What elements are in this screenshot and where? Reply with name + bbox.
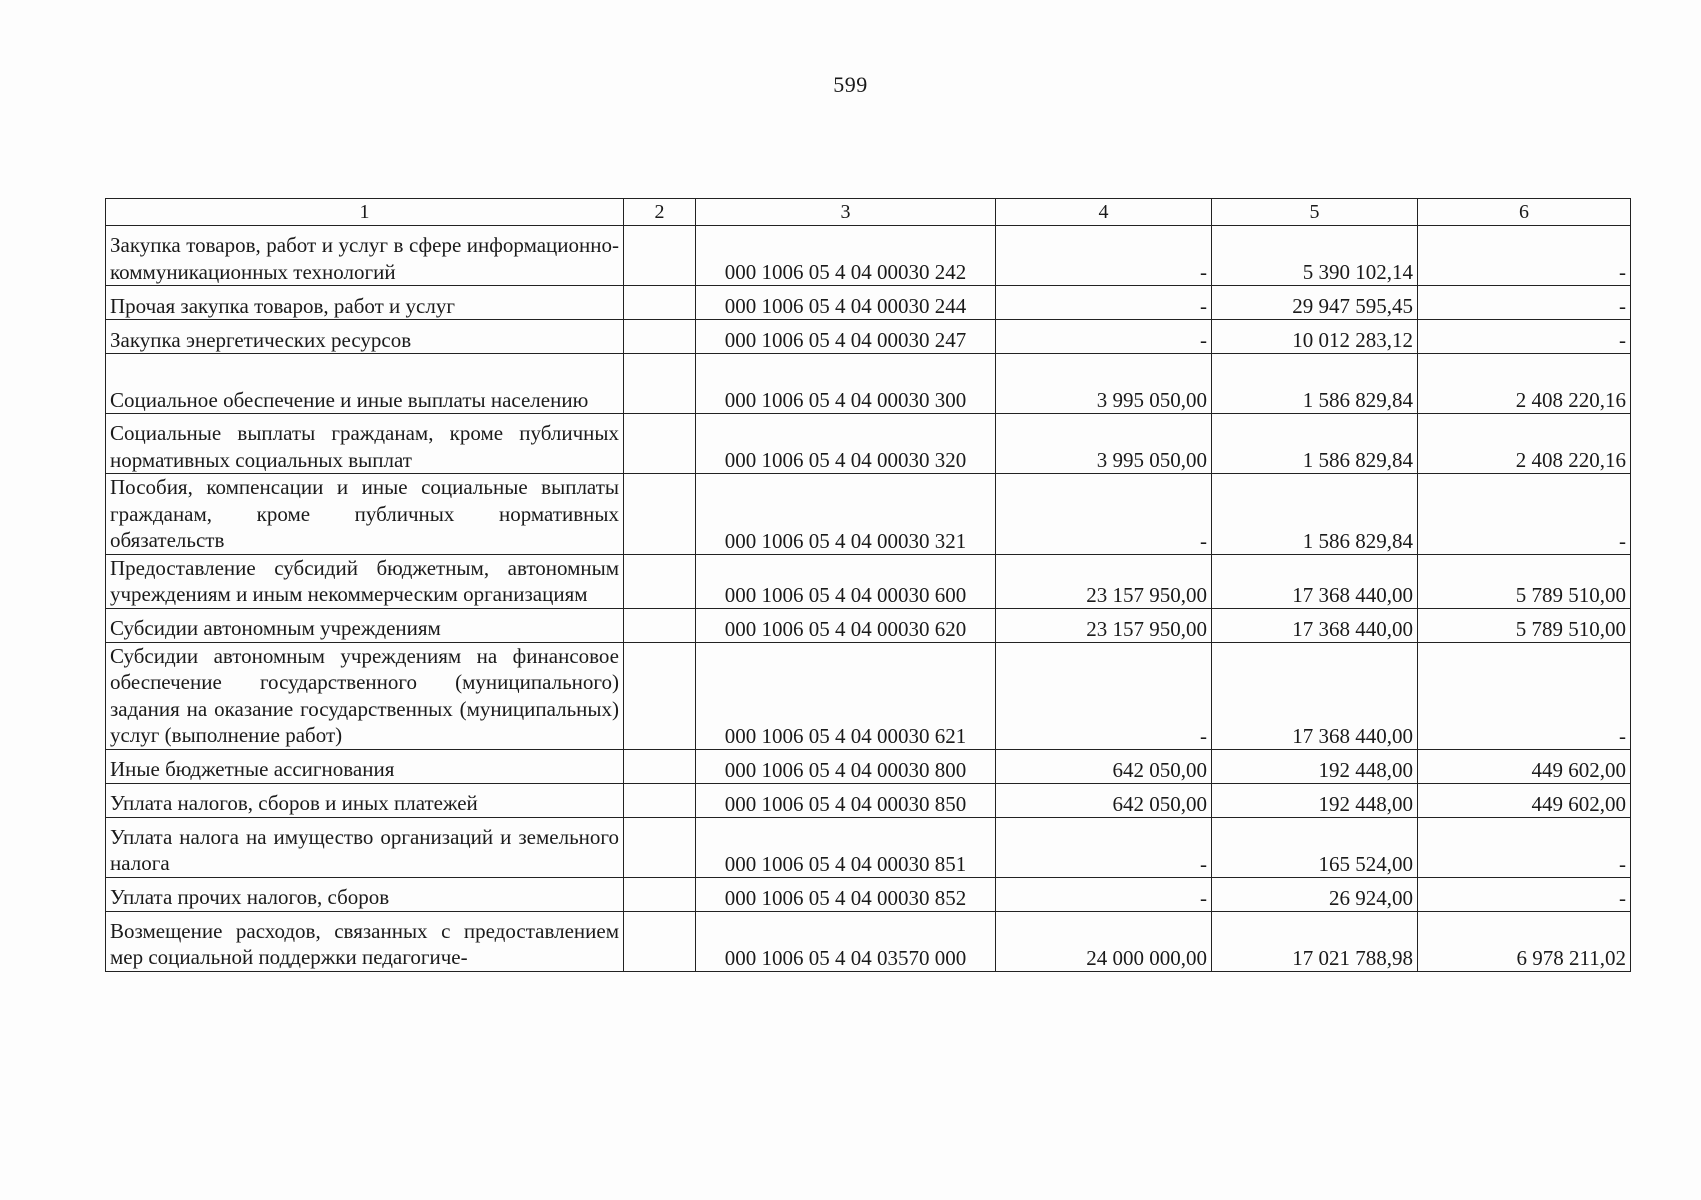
row-col4: - [996,286,1212,320]
row-col5: 17 368 440,00 [1212,554,1418,608]
row-col5: 17 021 788,98 [1212,911,1418,971]
row-code: 000 1006 05 4 04 00030 850 [696,783,996,817]
row-name: Предоставление субсидий бюджетным, автономным учреждениям и иным некоммерческим организациям [106,554,624,608]
row-col4: - [996,642,1212,749]
row-col5: 26 924,00 [1212,877,1418,911]
row-col5: 17 368 440,00 [1212,608,1418,642]
row-col5: 192 448,00 [1212,783,1418,817]
row-code: 000 1006 05 4 04 00030 621 [696,642,996,749]
row-col4: - [996,226,1212,286]
row-col6: - [1418,877,1631,911]
budget-table [105,198,1631,972]
row-code: 000 1006 05 4 04 00030 800 [696,749,996,783]
table-row [106,608,1631,642]
table-row [106,817,1631,877]
row-col4: 3 995 050,00 [996,354,1212,414]
row-col4: 23 157 950,00 [996,608,1212,642]
row-col4: 642 050,00 [996,783,1212,817]
row-col5: 192 448,00 [1212,749,1418,783]
row-col4: 24 000 000,00 [996,911,1212,971]
row-col6: - [1418,817,1631,877]
row-col2 [624,320,696,354]
row-col6: - [1418,642,1631,749]
table-row [106,911,1631,971]
row-name: Иные бюджетные ассигнования [106,749,624,783]
row-col2 [624,554,696,608]
row-name: Прочая закупка товаров, работ и услуг [106,286,624,320]
row-col6: 2 408 220,16 [1418,354,1631,414]
row-col6: - [1418,474,1631,555]
row-col6: 5 789 510,00 [1418,608,1631,642]
row-col5: 165 524,00 [1212,817,1418,877]
table-row [106,783,1631,817]
row-col6: 449 602,00 [1418,749,1631,783]
row-name: Субсидии автономным учреждениям на финансовое обеспечение государственного (муниципального) задания на оказание государственных (муниципальных) услуг (выполнение работ) [106,642,624,749]
row-col5: 1 586 829,84 [1212,354,1418,414]
row-name: Субсидии автономным учреждениям [106,608,624,642]
row-col6: - [1418,320,1631,354]
page-number: 599 [833,72,868,97]
table-row [106,877,1631,911]
row-code: 000 1006 05 4 04 00030 247 [696,320,996,354]
row-code: 000 1006 05 4 04 00030 300 [696,354,996,414]
row-col5: 1 586 829,84 [1212,474,1418,555]
row-name: Социальное обеспечение и иные выплаты населению [106,354,624,414]
row-col4: - [996,474,1212,555]
row-col4: - [996,320,1212,354]
table-row [106,642,1631,749]
row-col6: 5 789 510,00 [1418,554,1631,608]
row-name: Пособия, компенсации и иные социальные выплаты гражданам, кроме публичных нормативных обязательств [106,474,624,555]
row-name: Уплата налогов, сборов и иных платежей [106,783,624,817]
row-col4: 642 050,00 [996,749,1212,783]
row-code: 000 1006 05 4 04 00030 242 [696,226,996,286]
row-col2 [624,608,696,642]
row-code: 000 1006 05 4 04 00030 320 [696,414,996,474]
header-row [106,199,1631,226]
row-code: 000 1006 05 4 04 00030 244 [696,286,996,320]
row-col2 [624,226,696,286]
row-name: Закупка товаров, работ и услуг в сфере информационно-коммуникационных технологий [106,226,624,286]
row-col6: 2 408 220,16 [1418,414,1631,474]
row-col5: 17 368 440,00 [1212,642,1418,749]
table-row [106,354,1631,414]
row-col2 [624,783,696,817]
header-col-2: 2 [624,199,696,226]
row-code: 000 1006 05 4 04 00030 600 [696,554,996,608]
header-col-6: 6 [1418,199,1631,226]
row-col4: 23 157 950,00 [996,554,1212,608]
row-code: 000 1006 05 4 04 00030 620 [696,608,996,642]
header-col-4: 4 [996,199,1212,226]
row-col2 [624,817,696,877]
row-col2 [624,877,696,911]
table-row [106,320,1631,354]
row-code: 000 1006 05 4 04 00030 321 [696,474,996,555]
row-col6: 6 978 211,02 [1418,911,1631,971]
table-row [106,554,1631,608]
table-row [106,286,1631,320]
row-col2 [624,414,696,474]
row-col2 [624,286,696,320]
row-name: Закупка энергетических ресурсов [106,320,624,354]
row-col5: 5 390 102,14 [1212,226,1418,286]
row-col6: - [1418,286,1631,320]
header-col-3: 3 [696,199,996,226]
table-row [106,749,1631,783]
header-col-1: 1 [106,199,624,226]
row-col2 [624,911,696,971]
row-col6: 449 602,00 [1418,783,1631,817]
row-name: Уплата налога на имущество организаций и земельного налога [106,817,624,877]
row-col4: - [996,817,1212,877]
row-col2 [624,642,696,749]
row-col5: 29 947 595,45 [1212,286,1418,320]
row-code: 000 1006 05 4 04 00030 851 [696,817,996,877]
row-name: Социальные выплаты гражданам, кроме публичных нормативных социальных выплат [106,414,624,474]
table-row [106,414,1631,474]
row-col5: 1 586 829,84 [1212,414,1418,474]
row-col2 [624,474,696,555]
row-col4: - [996,877,1212,911]
row-name: Возмещение расходов, связанных с предоставлением мер социальной поддержки педагогиче- [106,911,624,971]
header-col-5: 5 [1212,199,1418,226]
row-name: Уплата прочих налогов, сборов [106,877,624,911]
row-code: 000 1006 05 4 04 00030 852 [696,877,996,911]
table-row [106,474,1631,555]
row-col2 [624,354,696,414]
row-col4: 3 995 050,00 [996,414,1212,474]
row-col2 [624,749,696,783]
row-code: 000 1006 05 4 04 03570 000 [696,911,996,971]
table-row [106,226,1631,286]
row-col5: 10 012 283,12 [1212,320,1418,354]
row-col6: - [1418,226,1631,286]
